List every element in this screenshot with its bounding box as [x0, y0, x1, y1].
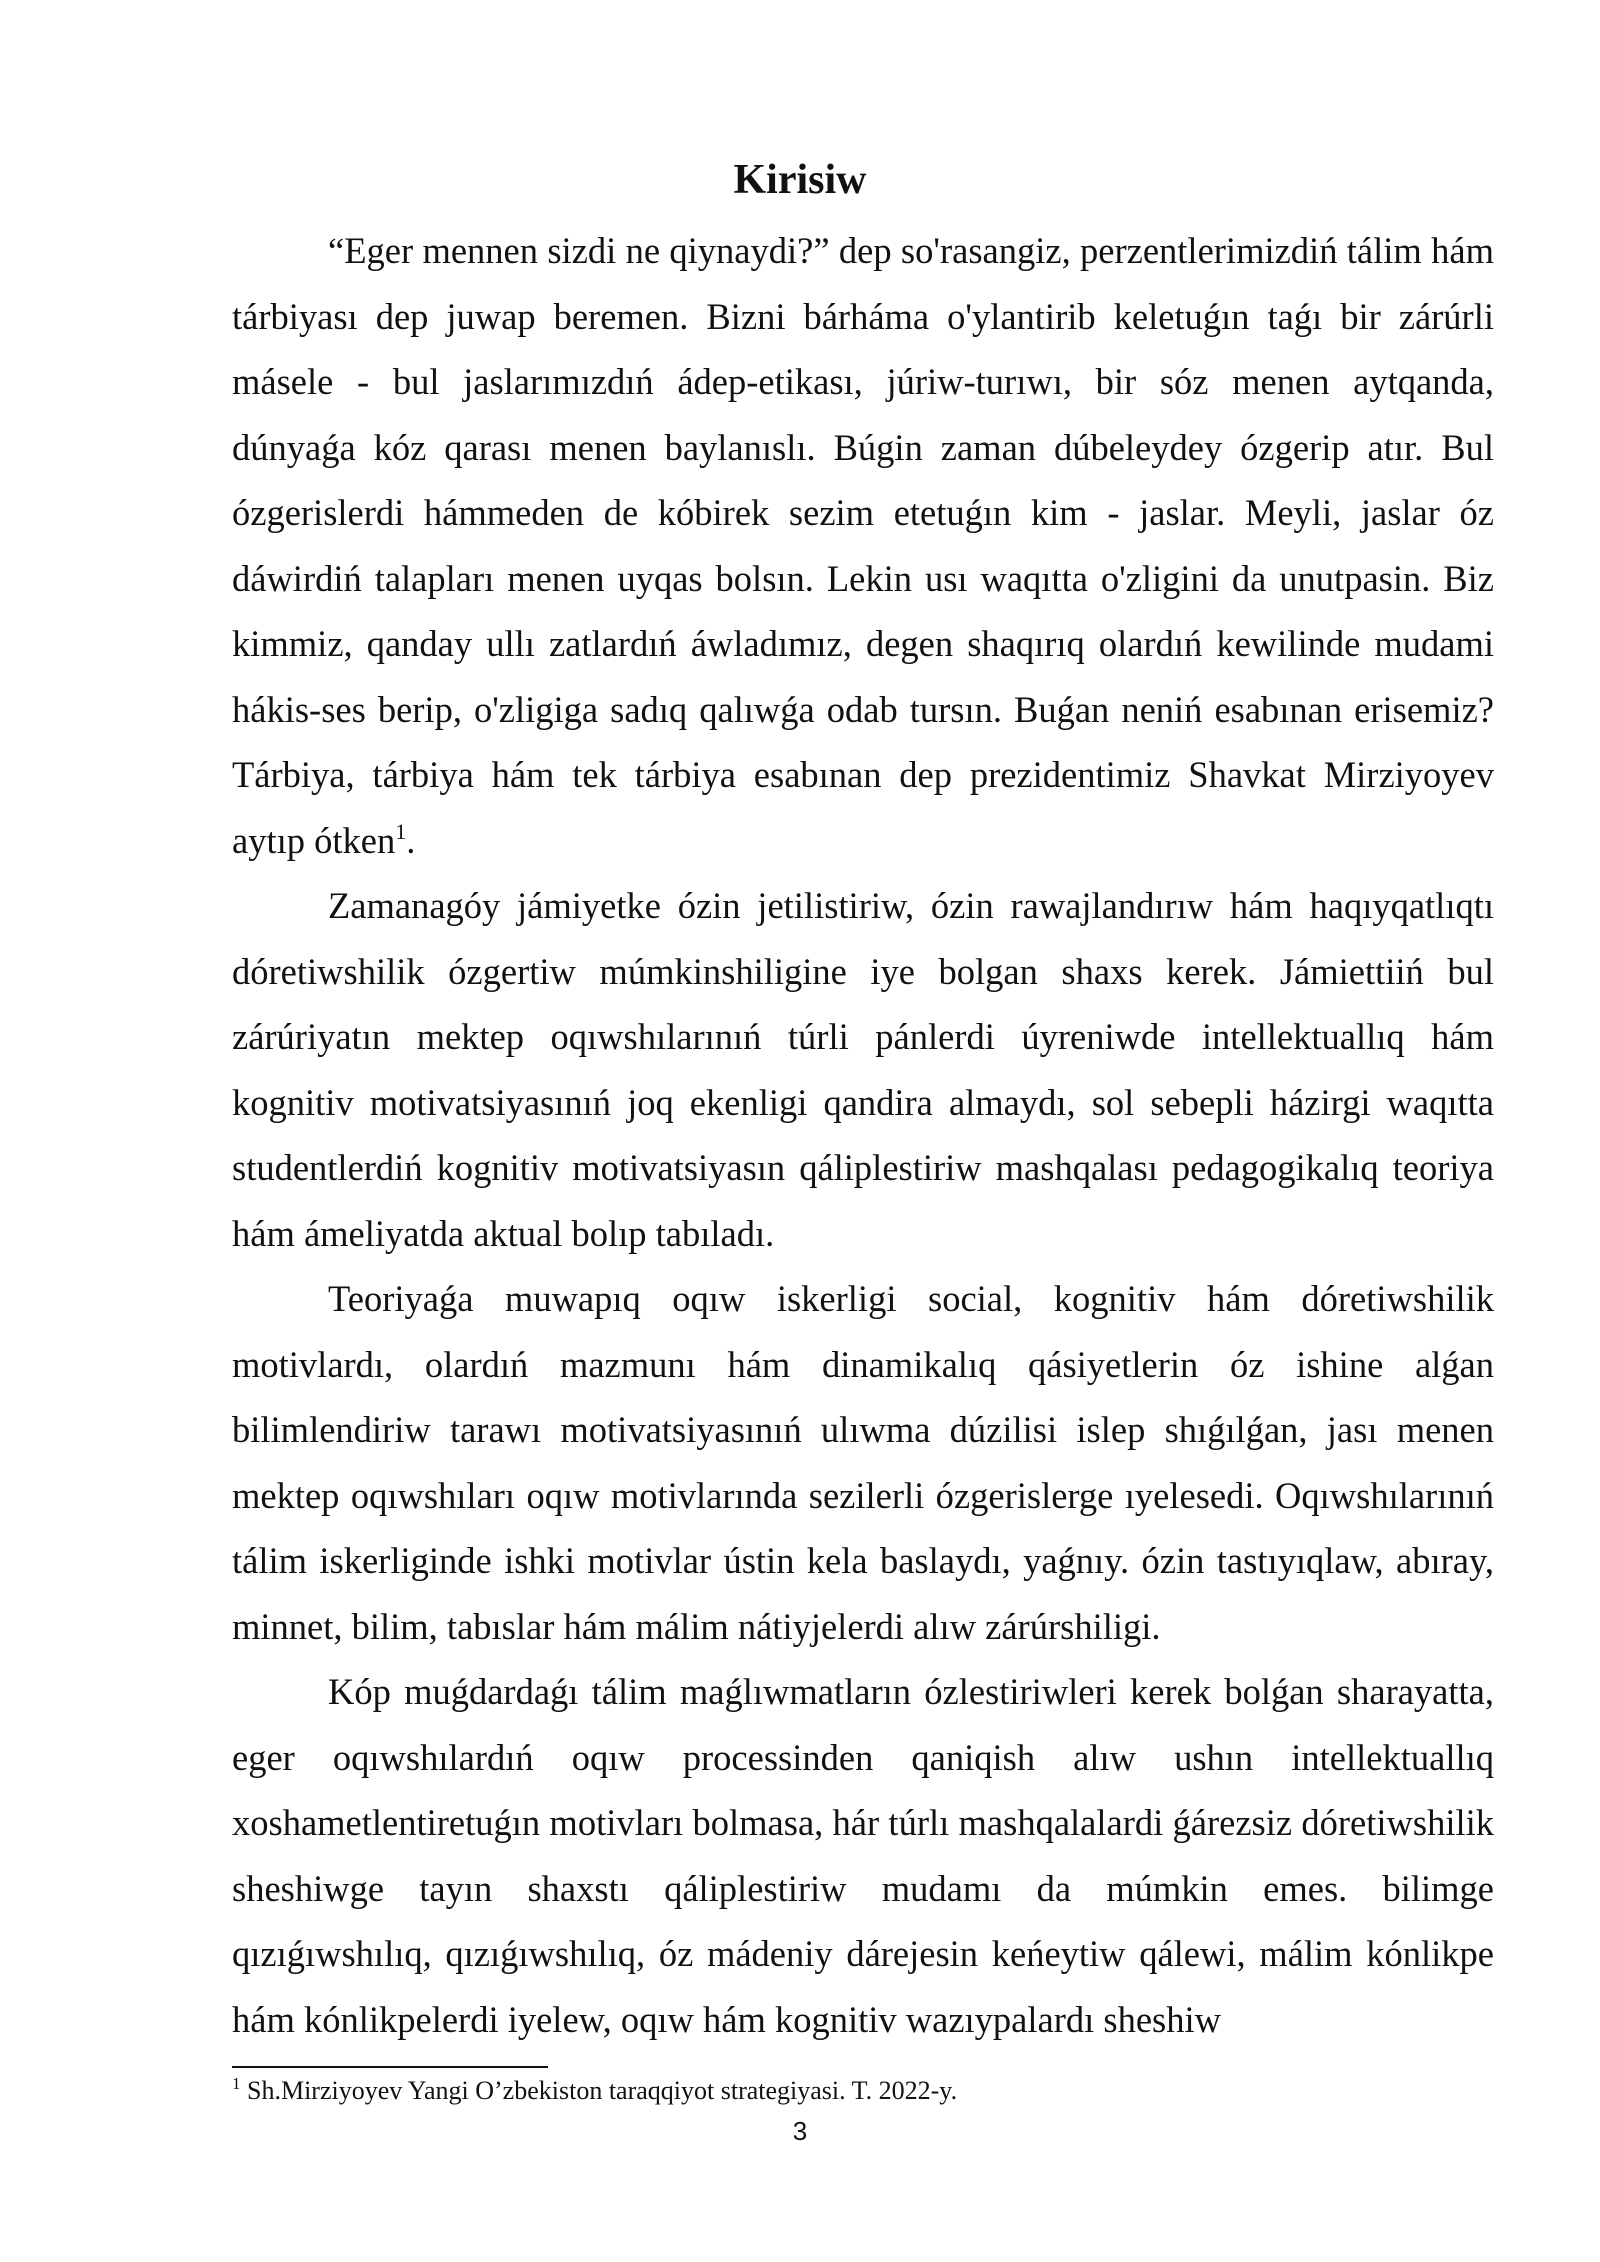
footnote-number: 1 [232, 2074, 241, 2093]
paragraph-4: Kóp muǵdardaǵı tálim maǵlıwmatların ózlestiriwleri kerek bolǵan sharayatta, eger oqıwshılardıń oqıw processinden qaniqish alıw ushın intellektuallıq xoshametlentiretuǵın motivları bolmasa, hár túrlı mashqalalardi ǵárezsiz dóretiwshilik sheshiwge tayın shaxstı qáliplestiriw mudamı da múmkin emes. bilimge qızıǵıwshılıq, qızıǵıwshılıq, óz mádeniy dárejesin keńeytiw qálewi, málim kónlikpe hám kónlikpelerdi iyelew, oqıw hám kognitiv wazıypalardı sheshiw [232, 1671, 1494, 2040]
paragraph-1-text: “Eger mennen sizdi ne qiynaydi?” dep so'rasangiz, perzentlerimizdiń tálim hám tárbiyası dep juwap beremen. Bizni bárháma o'ylantirib keletuǵın taǵı bir zárúrli másele - bul jaslarımızdıń ádep-etikası, júriw-turıwı, bir sóz menen aytqanda, dúnyaǵa kóz qarası menen baylanıslı. Búgin zaman dúbeleydey ózgerip atır. Bul ózgerislerdi hámmeden de kóbirek sezim etetuǵın kim - jaslar. Meyli, jaslar óz dáwirdiń talapları menen uyqas bolsın. Lekin usı waqıtta o'zligini da unutpasin. Biz kimmiz, qanday ullı zatlardıń áwladımız, degen shaqırıq olardıń kewilinde mudami hákis-ses berip, o'zligiga sadıq qalıwǵa odab tursın. Buǵan neniń esabınan erisemiz? Tárbiya, tárbiya hám tek tárbiya esabınan dep prezidentimiz Shavkat Mirziyoyev aytıp ótken [232, 230, 1494, 861]
footnote-text: Sh.Mirziyoyev Yangi O’zbekiston taraqqiyot strategiyasi. T. 2022-y. [240, 2076, 958, 2105]
paragraph-1 [232, 218, 1494, 873]
paragraph-2: Zamanagóy jámiyetke ózin jetilistiriw, ózin rawajlandırıw hám haqıyqatlıqtı dóretiwshilik ózgertiw múmkinshiligine iye bolgan shaxs kerek. Jámiettiiń bul zárúriyatın mektep oqıwshılarınıń túrli pánlerdi úyreniwde intellektuallıq hám kognitiv motivatsiyasınıń joq ekenligi qandira almaydı, sol sebepli házirgi waqıtta studentlerdiń kognitiv motivatsiyasın qáliplestiriw mashqalası pedagogikalıq teoriya hám ámeliyatda aktual bolıp tabıladı. [232, 885, 1494, 1254]
footnote-reference[interactable]: 1 [395, 818, 407, 844]
paragraph-1-tail: . [406, 819, 416, 861]
body-text [232, 218, 1494, 2052]
page-number: 3 [792, 2116, 808, 2146]
footnote [232, 2074, 1494, 2108]
footnote-separator [232, 2066, 548, 2068]
page-title: Kirisiw [733, 157, 867, 203]
paragraph-3: Teoriyaǵa muwapıq oqıw iskerligi social, kognitiv hám dóretiwshilik motivlardı, olardıń mazmunı hám dinamikalıq qásiyetlerin óz ishine alǵan bilimlendiriw tarawı motivatsiyasınıń ulıwma dúzilisi islep shıǵılǵan, jası menen mektep oqıwshıları oqıw motivlarında sezilerli ózgerislerge ıyelesedi. Oqıwshılarınıń tálim iskerliginde ishki motivlar ústin kela baslaydı, yaǵnıy. ózin tastıyıqlaw, abıray, minnet, bilim, tabıslar hám málim nátiyjelerdi alıw zárúrshiligi. [232, 1278, 1494, 1647]
